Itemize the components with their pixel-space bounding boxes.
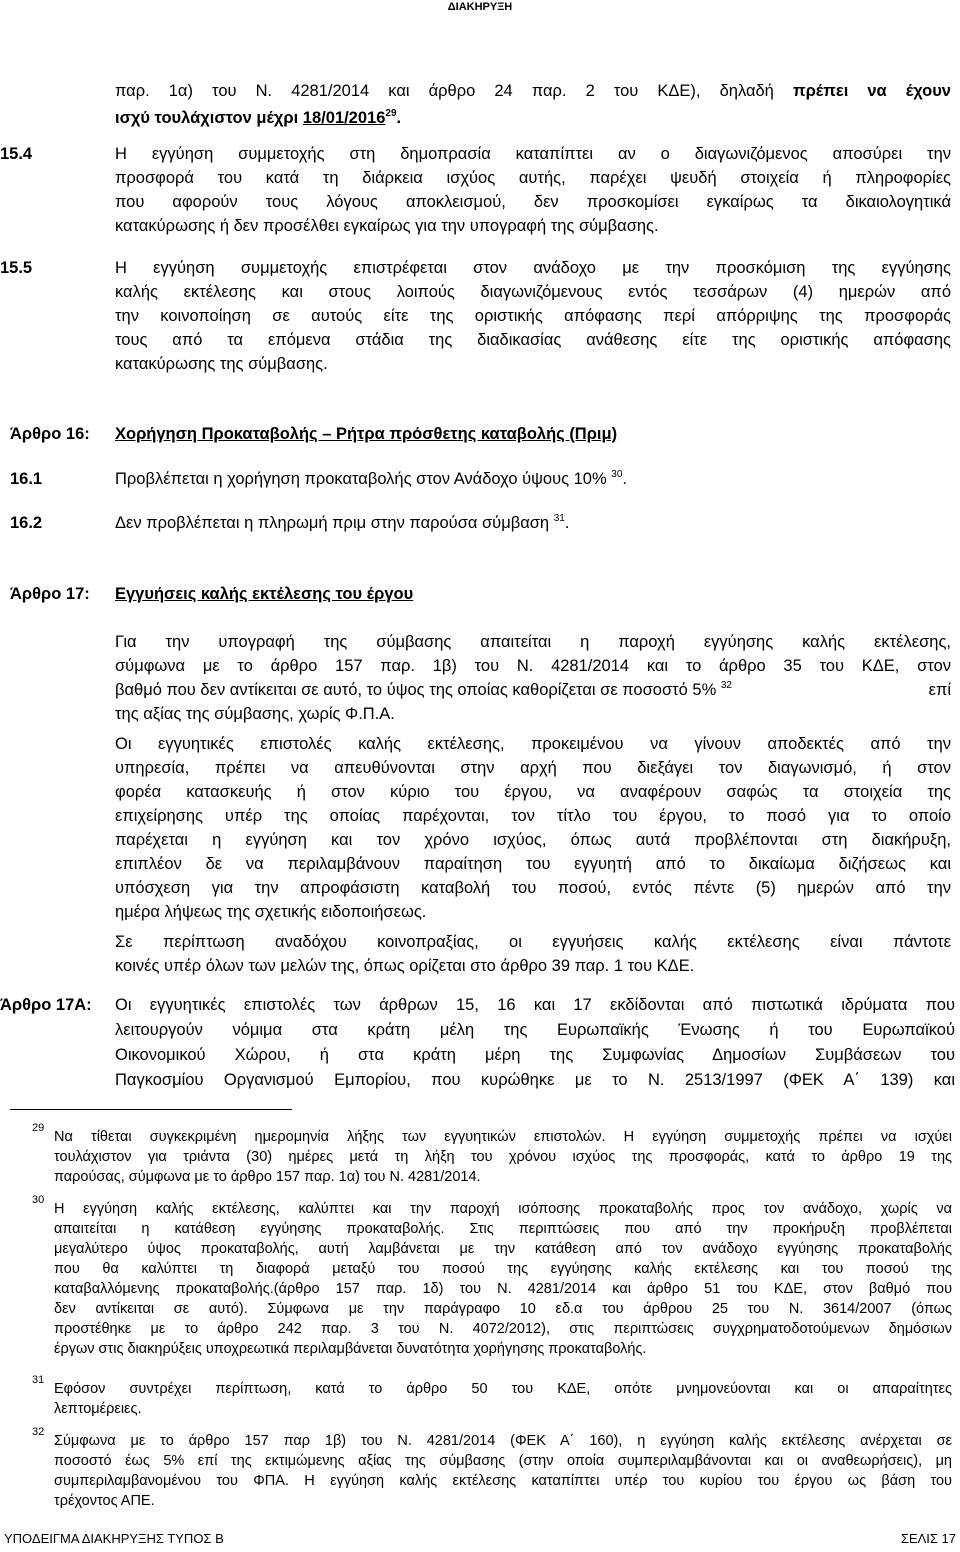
footnote-32-line: ποσοστό έως 5% επί της εκτιμώμενης αξίας της σύμβασης (στην οποία συμπεριλαμβάνονται και οι αναθεωρήσεις), μη <box>54 1453 952 1469</box>
footnote-30-line: δεν αντίκειται σε αυτό). Σύμφωνα με την παράγραφο 10 εδ.α του άρθρου 25 του Ν. 3614/2007 (όπως <box>54 1301 952 1317</box>
footnote-29-line: Να τίθεται συγκεκριμένη ημερομηνία λήξης των εγγυητικών επιστολών. Η εγγύηση συμμετοχής πρέπει να ισχύει <box>54 1129 952 1145</box>
article-17-p2-line: επιπλέον δε να περιλαμβάνουν παραίτηση του εγγυητή από το δικαίωμα διζήσεως και <box>115 855 951 873</box>
para-15-5-number: 15.5 <box>0 259 33 277</box>
item-16-2-number: 16.2 <box>10 514 43 532</box>
footnote-31-line: Εφόσον συντρέχει περίπτωση, κατά το άρθρο 50 του ΚΔΕ, οπότε μνημονεύονται και οι απαραίτητες <box>54 1381 952 1397</box>
article-17-p2-line: φορέα κατασκευής ή στον κύριο του έργου, να αναφέρουν σαφώς τα στοιχεία της <box>115 783 951 801</box>
footnote-mark: 29 <box>32 1122 45 1134</box>
footnote-32-line: Σύμφωνα με το άρθρο 157 παρ 1β) του Ν. 4281/2014 (ΦΕΚ Α΄ 160), η εγγύηση καλής εκτέλεσης ανέρχεται σε <box>54 1433 952 1449</box>
para-15-4-line: προσφορά του κατά τη διάρκεια ισχύος αυτής, παρέχει ψευδή στοιχεία ή πληροφορίες <box>115 169 951 187</box>
footnote-29-line: παρούσας, σύμφωνα με το άρθρο 157 παρ. 1α) του Ν. 4281/2014. <box>54 1169 481 1185</box>
footnote-30-line: Η εγγύηση καλής εκτέλεσης, καλύπτει και την παροχή ισόποσης προκαταβολής προς τον ανάδοχο, χωρίς να <box>54 1201 952 1217</box>
footnote-30-line: έργων στις διακηρύξεις υποχρεωτικά περιλαμβάνεται δυνατότητα χορήγησης προκαταβολής. <box>54 1341 647 1357</box>
article-17-p2-line: Οι εγγυητικές επιστολές καλής εκτέλεσης, προκειμένου να γίνουν αποδεκτές από την <box>115 735 951 753</box>
article-17a-label: Άρθρο 17Α: <box>0 996 92 1014</box>
footnote-mark: 31 <box>32 1374 45 1386</box>
footnote-30-line: απαιτείται η κατάθεση εγγύησης προκαταβολής. Στις περιπτώσεις που από την προκήρυξη προβλέπεται <box>54 1221 952 1237</box>
article-17-p3-line: Σε περίπτωση αναδόχου κοινοπραξίας, οι εγγυήσεις καλής εκτέλεσης είναι πάντοτε <box>115 933 951 951</box>
article-16-title: Χορήγηση Προκαταβολής – Ρήτρα πρόσθετης καταβολής (Πριμ) <box>115 425 618 443</box>
footer-page-number: ΣΕΛΙΣ 17 <box>900 1531 956 1546</box>
article-17-p1-line: της αξίας της σύμβασης, χωρίς Φ.Π.Α. <box>115 705 395 723</box>
para-15-4-number: 15.4 <box>0 145 33 163</box>
footnote-mark: 32 <box>32 1426 45 1438</box>
footnote-30-line: που θα καλύπτει τη διαφορά μεταξύ του ποσού της εγγύησης καλής εκτέλεσης και του ποσού της <box>54 1261 952 1277</box>
article-17-p2-line: ημέρα λήψεως της σχετικής ειδοποιήσεως. <box>115 903 427 921</box>
para-15-4-line: Η εγγύηση συμμετοχής στη δημοπρασία καταπίπτει αν ο διαγωνιζόμενος αποσύρει την <box>115 145 951 163</box>
article-16-label: Άρθρο 16: <box>10 425 90 443</box>
footnote-30-line: καταβαλλόμενης προκαταβολής.(άρθρο 157 παρ. 1δ) του Ν. 4281/2014 και άρθρο 51 του ΚΔΕ, στον βαθμό που <box>54 1281 952 1297</box>
para-15-5-line: την κοινοποίηση σε αυτούς είτε της οριστικής απόφασης περί απόρριψης της προσφοράς <box>115 307 951 325</box>
article-17a-line: Παγκοσμίου Οργανισμού Εμπορίου, που κυρώθηκε με το Ν. 2513/1997 (ΦΕΚ Α΄ 139) και <box>115 1071 955 1089</box>
para-15-4-line: κατακύρωσης ή δεν προσέλθει εγκαίρως για την υπογραφή της σύμβασης. <box>115 217 659 235</box>
continuation-line-2: ισχύ τουλάχιστον μέχρι 18/01/2016$^{29}$. <box>115 108 402 127</box>
article-17-p2-line: επιχείρησης υπέρ της οποίας παρέχονται, τον τίτλο του έργου, το ποσό για το οποίο <box>115 807 951 825</box>
item-16-2-text: Δεν προβλέπεται η πληρωμή πριμ στην παρούσα σύμβαση $^{31}$. <box>115 513 570 532</box>
footnote-29-line: τουλάχιστον για τριάντα (30) ημέρες μετά τη λήξη του χρόνου ισχύος της προσφοράς, κατά το άρθρο 19 της <box>54 1149 952 1165</box>
article-17-p1-line: βαθμό που δεν αντίκειται σε αυτό, το ύψος της οποίας καθορίζεται σε ποσοστό 5% $^{32}$ επί <box>115 680 951 699</box>
item-16-1-text: Προβλέπεται η χορήγηση προκαταβολής στον Ανάδοχο ύψους 10% $^{30}$. <box>115 469 627 488</box>
article-17-p2-line: υπόσχεση για την απροφάσιστη καταβολή του ποσού, εντός πέντε (5) ημερών από την <box>115 879 951 897</box>
footnote-30-line: μεγαλύτερο ύψος προκαταβολής, αυτή λαμβάνεται με την κατάθεση από τον ανάδοχο εγγύησης προκαταβολής <box>54 1241 952 1257</box>
article-17-p2-line: παρέχεται η εγγύηση και τον χρόνο ισχύος, όπως αυτά προβλέπονται στη διακήρυξη, <box>115 831 951 849</box>
article-17-p2-line: υπηρεσία, πρέπει να απευθύνονται στην αρχή που διεξάγει τον διαγωνισμό, ή στον <box>115 759 951 777</box>
footnote-32-line: τρέχοντος ΑΠΕ. <box>54 1493 155 1509</box>
item-16-1-number: 16.1 <box>10 470 43 488</box>
para-15-4-line: που αφορούν τους λόγους αποκλεισμού, δεν προσκομίσει εγκαίρως τα δικαιολογητικά <box>115 193 951 211</box>
article-17-p3-line: κοινές υπέρ όλων των μελών της, όπως ορίζεται στο άρθρο 39 παρ. 1 του ΚΔΕ. <box>115 957 695 975</box>
para-15-5-line: κατακύρωσης της σύμβασης. <box>115 355 328 373</box>
article-17a-line: Οι εγγυητικές επιστολές των άρθρων 15, 16 και 17 εκδίδονται από πιστωτικά ιδρύματα που <box>115 996 955 1014</box>
footnote-mark: 30 <box>32 1194 45 1206</box>
article-17-p1-line: σύμφωνα με το άρθρο 157 παρ. 1β) του Ν. 4281/2014 και το άρθρο 35 του ΚΔΕ, στον <box>115 657 951 675</box>
footnote-32-line: συμπεριλαμβανομένου του ΦΠΑ. Η εγγύηση καλής εκτέλεσης καταπίπτει υπέρ του κυρίου του έργου ως βάση του <box>54 1473 952 1489</box>
para-15-5-line: καλής εκτέλεσης και στους λοιπούς διαγωνιζόμενους εντός τεσσάρων (4) ημερών από <box>115 283 951 301</box>
article-17a-line: Οικονομικού Χώρου, ή στα κράτη μέρη της Συμφωνίας Δημοσίων Συμβάσεων του <box>115 1046 955 1064</box>
footer-document-title: ΥΠΟΔΕΙΓΜΑ ΔΙΑΚΗΡΥΞΗΣ ΤΥΠΟΣ Β <box>4 1531 224 1546</box>
para-15-5-line: τους από τα επόμενα στάδια της διαδικασίας ανάθεσης είτε της οριστικής απόφασης <box>115 331 951 349</box>
footnote-divider <box>10 1109 292 1110</box>
article-17-title: Εγγυήσεις καλής εκτέλεσης του έργου <box>115 585 414 603</box>
article-17a-line: λειτουργούν νόμιμα στα κράτη μέλη της Ευρωπαϊκής Ένωσης ή του Ευρωπαϊκού <box>115 1021 955 1039</box>
continuation-line-1: παρ. 1α) του Ν. 4281/2014 και άρθρο 24 παρ. 2 του ΚΔΕ), δηλαδή πρέπει να έχουν <box>115 82 951 100</box>
para-15-5-line: Η εγγύηση συμμετοχής επιστρέφεται στον ανάδοχο με την προσκόμιση της εγγύησης <box>115 259 951 277</box>
footnote-30-line: προστέθηκε με το άρθρο 242 παρ. 3 του Ν. 4072/2012), στις περιπτώσεις συγχρηματοδοτούμενων δημόσιων <box>54 1321 952 1337</box>
footnote-31-line: λεπτομέρειες. <box>54 1401 142 1417</box>
article-17-label: Άρθρο 17: <box>10 585 90 603</box>
header-title: ΔΙΑΚΗΡΥΞΗ <box>447 1 513 13</box>
article-17-p1-line: Για την υπογραφή της σύμβασης απαιτείται η παροχή εγγύησης καλής εκτέλεσης, <box>115 633 951 651</box>
